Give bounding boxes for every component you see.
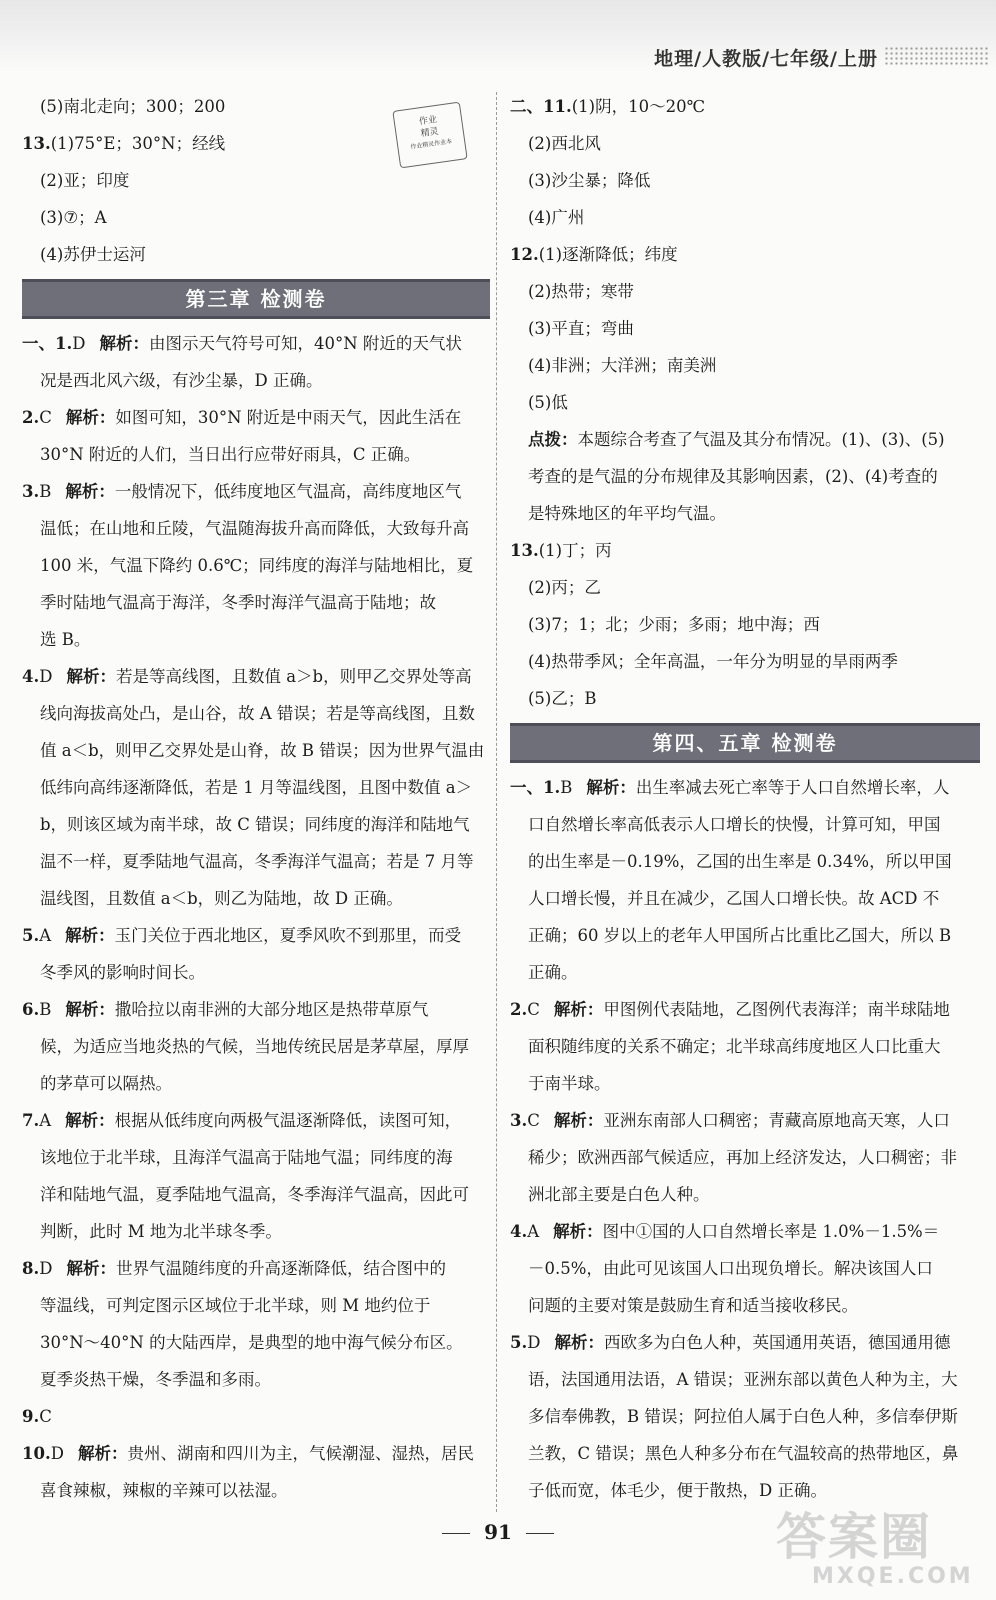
answer-line: [510, 199, 980, 236]
question-number: 7.: [22, 1111, 40, 1130]
line-text: 温不一样，夏季陆地气温高，冬季海洋气温高；若是 7 月等: [40, 852, 474, 871]
line-text: 况是西北风六级，有沙尘暴，D 正确。: [40, 371, 323, 390]
line-text: 洋和陆地气温，夏季陆地气温高，冬季海洋气温高，因此可: [40, 1185, 469, 1204]
answer-line: [22, 658, 490, 695]
answer-line: [510, 88, 980, 125]
answer-line: [22, 1028, 490, 1065]
question-number: 二、11.: [510, 97, 572, 116]
answer-line: [22, 325, 490, 362]
explanation-label: 解析：: [66, 667, 116, 686]
answer-line: [22, 1472, 490, 1509]
answer-choice: C: [39, 408, 52, 427]
page-number-dash: [442, 1533, 470, 1534]
line-text: 100 米，气温下降约 0.6℃；同纬度的海洋与陆地相比，夏: [40, 556, 474, 575]
answer-line: [22, 1065, 490, 1102]
line-text: 语，法国通用法语，A 错误；亚洲东部以黄色人种为主，大: [528, 1370, 958, 1389]
line-text: 值 a＜b，则甲乙交界处是山脊，故 B 错误；因为世界气温由: [40, 741, 485, 760]
line-text: 线向海拔高处凸，是山谷，故 A 错误；若是等高线图，且数: [40, 704, 475, 723]
answer-line: [22, 880, 490, 917]
question-number: 4.: [22, 667, 40, 686]
question-number: 5.: [22, 926, 40, 945]
answer-line: [510, 1176, 980, 1213]
answer-line: [22, 1435, 490, 1472]
line-text: (4)热带季风；全年高温，一年分为明显的旱雨两季: [528, 652, 898, 671]
answer-line: [510, 769, 980, 806]
page-number-dash: [526, 1533, 554, 1534]
explanation-label: 解析：: [554, 1333, 604, 1352]
line-text: 若是等高线图，且数值 a＞b，则甲乙交界处等高: [115, 667, 472, 686]
line-text: (2)热带；寒带: [528, 282, 634, 301]
right-post-lines: [510, 769, 980, 1509]
answer-line: [510, 643, 980, 680]
line-text: 人口增长慢，并且在减少，乙国人口增长快。故 ACD 不: [528, 889, 940, 908]
explanation-label: 解析：: [553, 1000, 604, 1019]
answer-choice: D: [39, 1259, 53, 1278]
answer-line: [22, 162, 490, 199]
header-title: 地理/人教版/七年级/上册: [654, 48, 878, 70]
line-text: 世界气温随纬度的升高逐渐降低，结合图中的: [115, 1259, 446, 1278]
line-text: 喜食辣椒，辣椒的辛辣可以祛湿。: [40, 1481, 288, 1500]
line-text: 季时陆地气温高于海洋，冬季时海洋气温高于陆地；故: [40, 593, 436, 612]
answer-line: [22, 362, 490, 399]
answer-line: [510, 1398, 980, 1435]
line-text: 30°N～40°N 的大陆西岸，是典型的地中海气候分布区。: [40, 1333, 463, 1352]
answer-choice: D: [527, 1333, 541, 1352]
line-text: (5)乙；B: [528, 689, 597, 708]
answer-line: [22, 1176, 490, 1213]
answer-line: [22, 1213, 490, 1250]
answer-line: [22, 1102, 490, 1139]
answer-line: [510, 125, 980, 162]
line-text: (1)丁；丙: [538, 541, 612, 560]
chapter-3-banner: 第三章 检测卷: [22, 279, 490, 319]
question-number: 一、1.: [510, 778, 561, 797]
explanation-label: 解析：: [77, 1444, 128, 1463]
stamp-line: 精灵: [420, 126, 440, 140]
line-text: 正确。: [528, 963, 578, 982]
explanation-label: 解析：: [99, 334, 149, 353]
explanation-label: 解析：: [65, 926, 115, 945]
question-number: 2.: [22, 408, 40, 427]
line-text: 由图示天气符号可知，40°N 附近的天气状: [148, 334, 462, 353]
answer-line: [510, 532, 980, 569]
line-text: 出生率减去死亡率等于人口自然增长率，人: [635, 778, 950, 797]
explanation-label: 解析：: [66, 1259, 116, 1278]
question-number: 3.: [22, 482, 40, 501]
line-text: 亚洲东南部人口稠密；青藏高原地高天寒，人口: [603, 1111, 950, 1130]
answer-line: [510, 1287, 980, 1324]
answer-line: [22, 547, 490, 584]
line-text: 考查的是气温的分布规律及其影响因素，(2)、(4)考查的: [528, 467, 938, 486]
column-divider: [496, 92, 497, 1512]
line-text: 于南半球。: [528, 1074, 611, 1093]
explanation-label: 解析：: [65, 1000, 115, 1019]
question-number: 9.: [22, 1407, 40, 1426]
answer-line: [510, 880, 980, 917]
line-text: 兰教，C 错误；黑色人种多分布在气温较高的热带地区，鼻: [528, 1444, 959, 1463]
line-text: 贵州、湖南和四川为主，气候潮湿、湿热，居民: [127, 1444, 474, 1463]
answer-choice: A: [39, 1111, 52, 1130]
answer-line: [510, 162, 980, 199]
answer-choice: C: [39, 1407, 52, 1426]
question-number: 13.: [510, 541, 539, 560]
answer-line: [22, 510, 490, 547]
question-number: 2.: [510, 1000, 528, 1019]
answer-line: [510, 1139, 980, 1176]
line-text: (3)⑦；A: [40, 208, 107, 227]
explanation-label: 解析：: [65, 1111, 115, 1130]
line-text: 温低；在山地和丘陵，气温随海拔升高而降低，大致每升高: [40, 519, 469, 538]
line-text: (3)7；1；北；少雨；多雨；地中海；西: [528, 615, 820, 634]
line-text: (4)广州: [528, 208, 585, 227]
answer-line: [510, 569, 980, 606]
answer-line: [22, 769, 490, 806]
line-text: 口自然增长率高低表示人口增长的快慢，计算可知，甲国: [528, 815, 941, 834]
answer-line: [510, 1102, 980, 1139]
line-text: 的茅草可以隔热。: [40, 1074, 172, 1093]
question-number: 3.: [510, 1111, 528, 1130]
answer-line: [510, 236, 980, 273]
answer-line: [510, 606, 980, 643]
left-pre-lines: [22, 88, 490, 273]
line-text: 选 B。: [40, 630, 91, 649]
question-number: 6.: [22, 1000, 40, 1019]
answer-line: [22, 473, 490, 510]
line-text: 温线图，且数值 a＜b，则乙为陆地，故 D 正确。: [40, 889, 403, 908]
line-text: (2)亚；印度: [40, 171, 130, 190]
line-text: 甲图例代表陆地，乙图例代表海洋；南半球陆地: [603, 1000, 950, 1019]
answer-line: [510, 1065, 980, 1102]
line-text: 面积随纬度的关系不确定；北半球高纬度地区人口比重大: [528, 1037, 941, 1056]
line-text: 等温线，可判定图示区域位于北半球，则 M 地约位于: [40, 1296, 431, 1315]
line-text: 低纬向高纬逐渐降低，若是 1 月等温线图，且图中数值 a＞: [40, 778, 473, 797]
line-text: (4)苏伊士运河: [40, 245, 146, 264]
line-text: 撒哈拉以南非洲的大部分地区是热带草原气: [114, 1000, 429, 1019]
answer-line: [510, 1213, 980, 1250]
answer-choice: A: [527, 1222, 540, 1241]
header-dot-pattern: [884, 46, 988, 66]
line-text: (4)非洲；大洋洲；南美洲: [528, 356, 717, 375]
line-text: (1)逐渐降低；纬度: [538, 245, 678, 264]
answer-choice: D: [50, 1444, 64, 1463]
answer-line: [22, 1324, 490, 1361]
question-number: 13.: [22, 134, 51, 153]
line-text: 冬季风的影响时间长。: [40, 963, 205, 982]
line-text: 是特殊地区的年平均气温。: [528, 504, 726, 523]
watermark-title: 答案圈: [776, 1508, 932, 1566]
question-number: 一、1.: [22, 334, 73, 353]
line-text: (1)阴，10～20℃: [571, 97, 706, 116]
answer-line: [510, 917, 980, 954]
answer-line: [510, 347, 980, 384]
answer-line: [510, 1028, 980, 1065]
explanation-label: 解析：: [553, 1222, 603, 1241]
answer-line: [510, 1472, 980, 1509]
answer-choice: C: [527, 1111, 540, 1130]
answer-line: [22, 621, 490, 658]
line-text: 本题综合考查了气温及其分布情况。(1)、(3)、(5): [577, 430, 945, 449]
line-text: 判断，此时 M 地为北半球冬季。: [40, 1222, 282, 1241]
answer-line: [22, 954, 490, 991]
answer-choice: D: [72, 334, 86, 353]
line-text: 玉门关位于西北地区，夏季风吹不到那里，而受: [114, 926, 462, 945]
line-text: 候，为适应当地炎热的气候，当地传统民居是茅草屋，厚厚: [40, 1037, 469, 1056]
explanation-label: 解析：: [553, 1111, 604, 1130]
answer-line: [22, 1361, 490, 1398]
watermark-logo: [776, 1510, 976, 1594]
answer-line: [22, 1287, 490, 1324]
left-post-lines: [22, 325, 490, 1509]
answer-line: [510, 458, 980, 495]
answer-line: [22, 125, 490, 162]
answer-line: [22, 584, 490, 621]
line-text: 夏季炎热干燥，冬季温和多雨。: [40, 1370, 271, 1389]
line-text: 的出生率是－0.19%，乙国的出生率是 0.34%，所以甲国: [528, 852, 952, 871]
explanation-label: 解析：: [65, 482, 115, 501]
answer-line: [22, 695, 490, 732]
answer-line: [510, 273, 980, 310]
answer-line: [22, 1398, 490, 1435]
answer-line: [22, 88, 490, 125]
answer-line: [510, 495, 980, 532]
line-text: (1)75°E；30°N；经线: [50, 134, 226, 153]
line-text: 图中①国的人口自然增长率是 1.0%－1.5%＝: [602, 1222, 940, 1241]
line-text: 一般情况下，低纬度地区气温高，高纬度地区气: [114, 482, 462, 501]
line-text: (5)南北走向；300；200: [40, 97, 226, 116]
stamp-line: 作业精灵作业本: [410, 138, 453, 151]
explanation-label: 点拨：: [528, 430, 578, 449]
answer-line: [510, 954, 980, 991]
answer-line: [510, 384, 980, 421]
left-column: [22, 88, 490, 1509]
answer-choice: A: [39, 926, 52, 945]
line-text: 该地位于北半球，且海洋气温高于陆地气温；同纬度的海: [40, 1148, 453, 1167]
question-number: 8.: [22, 1259, 40, 1278]
answer-line: [510, 991, 980, 1028]
line-text: 西欧多为白色人种，英国通用英语，德国通用德: [603, 1333, 951, 1352]
line-text: 正确；60 岁以上的老年人甲国所占比重比乙国大，所以 B: [528, 926, 952, 945]
line-text: b，则该区域为南半球，故 C 错误；同纬度的海洋和陆地气: [40, 815, 470, 834]
question-number: 5.: [510, 1333, 528, 1352]
chapter-4-5-banner: 第四、五章 检测卷: [510, 723, 980, 763]
line-text: (2)丙；乙: [528, 578, 601, 597]
line-text: 问题的主要对策是鼓励生育和适当接收移民。: [528, 1296, 858, 1315]
question-number: 12.: [510, 245, 539, 264]
right-column: [510, 88, 980, 1509]
answer-line: [22, 199, 490, 236]
answer-line: [510, 1324, 980, 1361]
line-text: (3)沙尘暴；降低: [528, 171, 651, 190]
explanation-label: 解析：: [65, 408, 116, 427]
answer-line: [22, 436, 490, 473]
answer-line: [510, 1435, 980, 1472]
line-text: (2)西北风: [528, 134, 601, 153]
answer-choice: C: [527, 1000, 540, 1019]
line-text: (3)平直；弯曲: [528, 319, 634, 338]
answer-choice: B: [560, 778, 573, 797]
answer-line: [22, 843, 490, 880]
answer-line: [22, 236, 490, 273]
line-text: －0.5%，由此可见该国人口出现负增长。解决该国人口: [528, 1259, 933, 1278]
answer-line: [22, 917, 490, 954]
answer-line: [510, 680, 980, 717]
answer-line: [22, 1250, 490, 1287]
right-pre-lines: [510, 88, 980, 717]
answer-line: [510, 843, 980, 880]
stamp-line: 作业: [418, 114, 438, 128]
answer-line: [510, 1361, 980, 1398]
answer-line: [22, 991, 490, 1028]
answer-line: [510, 310, 980, 347]
answer-line: [22, 732, 490, 769]
answer-line: [510, 806, 980, 843]
answer-choice: D: [39, 667, 53, 686]
answer-line: [22, 1139, 490, 1176]
line-text: 子低而宽，体毛少，便于散热，D 正确。: [528, 1481, 827, 1500]
answer-line: [22, 399, 490, 436]
line-text: 稀少；欧洲西部气候适应，再加上经济发达，人口稠密；非: [528, 1148, 957, 1167]
line-text: 30°N 附近的人们，当日出行应带好雨具，C 正确。: [40, 445, 421, 464]
line-text: 如图可知，30°N 附近是中雨天气，因此生活在: [115, 408, 462, 427]
explanation-label: 解析：: [586, 778, 636, 797]
watermark-url: MXQE.COM: [812, 1564, 974, 1589]
question-number: 4.: [510, 1222, 528, 1241]
answer-choice: B: [39, 1000, 52, 1019]
line-text: 根据从低纬度向两极气温逐渐降低，读图可知，: [114, 1111, 462, 1130]
answer-line: [510, 1250, 980, 1287]
answer-choice: B: [39, 482, 52, 501]
question-number: 10.: [22, 1444, 51, 1463]
line-text: 洲北部主要是白色人种。: [528, 1185, 710, 1204]
page-number-text: 91: [484, 1520, 512, 1544]
line-text: (5)低: [528, 393, 568, 412]
answer-line: [22, 806, 490, 843]
answer-line: [510, 421, 980, 458]
line-text: 多信奉佛教，B 错误；阿拉伯人属于白色人种，多信奉伊斯: [528, 1407, 958, 1426]
